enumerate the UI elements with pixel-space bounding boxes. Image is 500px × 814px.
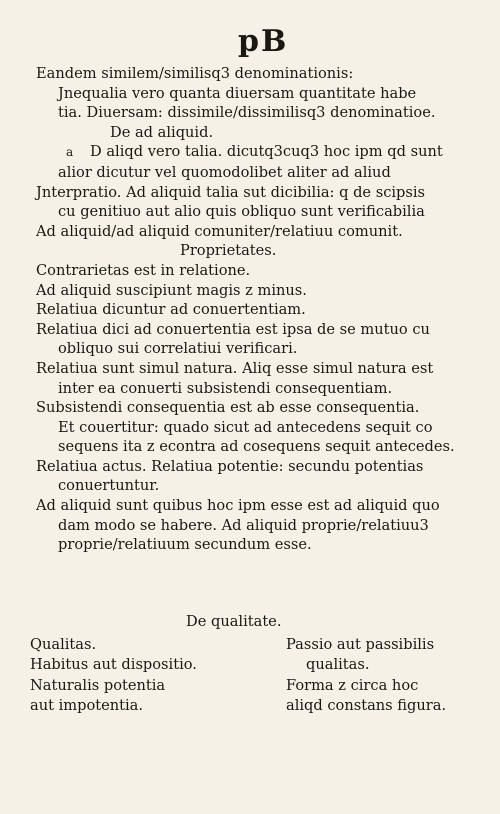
line-text: dam modo se habere. Ad aliquid proprie/relatiuu3 (58, 516, 429, 534)
text-line (30, 418, 472, 438)
line-text: Relatiua dici ad conuertentia est ipsa de se mutuo cu (36, 320, 430, 338)
text-line (30, 222, 472, 242)
main-text (30, 64, 472, 555)
text-line (30, 163, 472, 183)
right-column (262, 635, 472, 717)
left-column (30, 635, 240, 717)
text-line (30, 320, 472, 340)
text-line (30, 281, 472, 301)
page-signature: pB (238, 24, 289, 59)
line-text: Relatiua sunt simul natura. Aliq esse simul natura est (36, 359, 434, 377)
line-text: De ad aliquid. (110, 123, 214, 141)
text-line (30, 437, 472, 457)
right-line: Passio aut passibilis (286, 635, 435, 653)
text-line (30, 359, 472, 379)
line-text: sequens ita z econtra ad cosequens sequit antecedes. (58, 438, 455, 456)
line-text: Proprietates. (180, 242, 277, 260)
line-text: conuertuntur. (58, 477, 160, 495)
text-line (30, 103, 472, 123)
line-text: cu genitiuo aut alio quis obliquo sunt verificabilia (58, 203, 425, 221)
text-line (30, 202, 472, 222)
text-line (30, 398, 472, 418)
left-line: Qualitas. (30, 635, 97, 653)
line-text: D aliqd vero talia. dicutq3cuq3 hoc ipm qd sunt (90, 143, 443, 161)
line-text: Jnterpratio. Ad aliquid talia sut dicibilia: q de scipsis (36, 183, 426, 201)
text-line (30, 516, 472, 536)
text-line (30, 261, 472, 281)
text-line (30, 142, 472, 163)
line-text: Relatiua actus. Relatiua potentie: secundu potentias (36, 457, 424, 475)
text-line (30, 496, 472, 516)
line-text: Contrarietas est in relatione. (36, 261, 251, 279)
line-text: Eandem similem/similisq3 denominationis: (36, 65, 354, 82)
text-line (30, 300, 472, 320)
text-line (30, 123, 472, 143)
text-line (30, 183, 472, 203)
right-line: aliqd constans figura. (286, 697, 447, 715)
right-line: Forma z circa hoc (286, 676, 419, 694)
section-columns (30, 635, 472, 717)
text-line (30, 84, 472, 104)
left-line: Habitus aut dispositio. (30, 656, 197, 674)
line-text: Et couertitur: quado sicut ad antecedens sequit co (58, 418, 433, 436)
line-text: inter ea conuerti subsistendi consequentiam. (58, 379, 393, 397)
line-text: Jnequalia vero quanta diuersam quantitate habe (58, 84, 417, 102)
line-text: alior dicutur vel quomodolibet aliter ad aliud (58, 163, 391, 181)
line-text: Relatiua dicuntur ad conuertentiam. (36, 301, 306, 319)
text-line (30, 457, 472, 477)
left-line: aut impotentia. (30, 697, 144, 715)
section-heading: De qualitate. (186, 613, 282, 630)
text-line (30, 64, 472, 84)
line-text: obliquo sui correlatiui verificari. (58, 340, 298, 358)
text-line (30, 476, 472, 496)
right-line: qualitas. (306, 656, 370, 674)
qualitas-section (30, 612, 472, 717)
left-line: Naturalis potentia (30, 676, 166, 694)
margin-marker: a (66, 145, 74, 160)
text-line (30, 241, 472, 261)
line-text: proprie/relatiuum secundum esse. (58, 536, 312, 554)
line-text: Ad aliquid suscipiunt magis z minus. (36, 281, 307, 299)
line-text: Ad aliquid sunt quibus hoc ipm esse est ad aliquid quo (36, 497, 440, 515)
text-line (30, 379, 472, 399)
text-line (30, 339, 472, 359)
line-text: tia. Diuersam: dissimile/dissimilisq3 denominatioe. (58, 104, 436, 122)
text-line (30, 535, 472, 555)
line-text: Ad aliquid/ad aliquid comuniter/relatiuu comunit. (36, 222, 403, 240)
line-text: Subsistendi consequentia est ab esse consequentia. (36, 399, 420, 417)
